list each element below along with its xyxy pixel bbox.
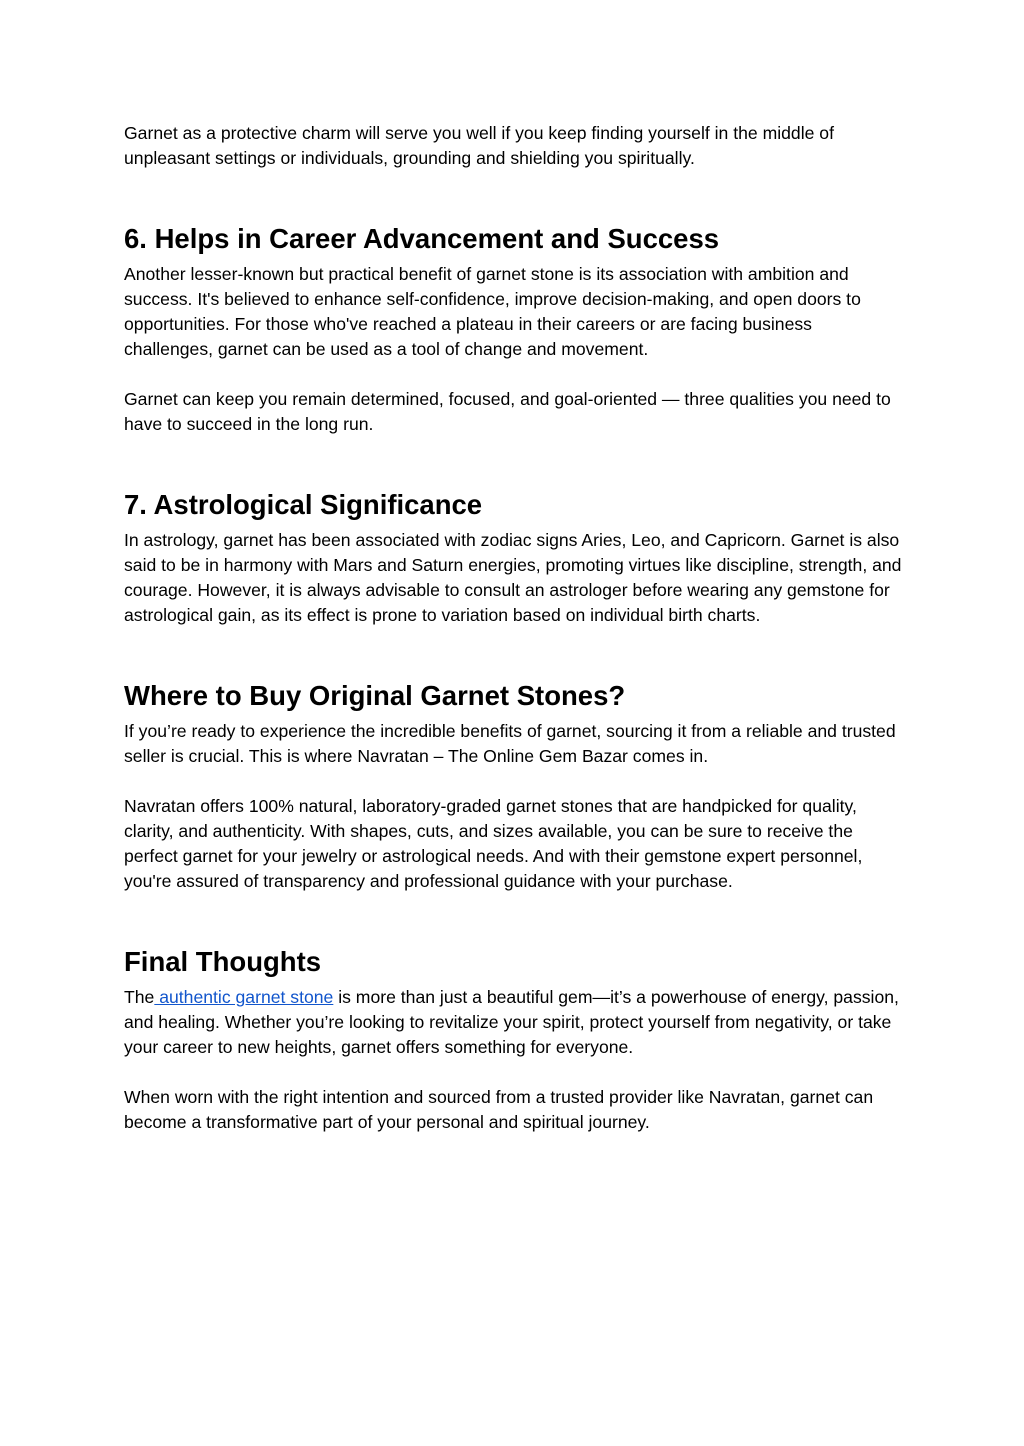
buy-paragraph-1: If you’re ready to experience the incredible benefits of garnet, sourcing it from a reliable and trusted seller is crucial. This is where Navratan – The Online Gem Bazar comes in. bbox=[124, 721, 896, 766]
career-paragraph-1: Another lesser-known but practical benefit of garnet stone is its association with ambition and success. It's believed to enhance self-confidence, improve decision-making, and open doors to opportunities. For those who've reached a plateau in their careers or are facing business challenges, garnet can be used as a tool of change and movement. bbox=[124, 264, 861, 359]
final-paragraph-2: When worn with the right intention and sourced from a trusted provider like Navratan, garnet can become a transformative part of your personal and spiritual journey. bbox=[124, 1087, 874, 1132]
section-spacer bbox=[124, 894, 904, 945]
career-paragraph-2: Garnet can keep you remain determined, focused, and goal-oriented — three qualities you need to have to succeed in the long run. bbox=[124, 389, 891, 434]
final-heading: Final Thoughts bbox=[124, 946, 322, 977]
astrology-heading: 7. Astrological Significance bbox=[124, 489, 483, 520]
buy-heading: Where to Buy Original Garnet Stones? bbox=[124, 680, 626, 711]
final-paragraph-1-prefix: The bbox=[124, 987, 155, 1007]
authentic-garnet-stone-link[interactable]: authentic garnet stone bbox=[154, 987, 334, 1007]
final-paragraph-1 bbox=[124, 985, 904, 1060]
career-heading: 6. Helps in Career Advancement and Success bbox=[124, 223, 720, 254]
document-page bbox=[124, 121, 904, 1135]
final-paragraph-1-suffix: is more than just a beautiful gem—it’s a powerhouse of energy, passion, and healing. Whether you’re looking to revitalize your spirit, protect yourself from negativity, or take your career to new heights, garnet offers something for everyone. bbox=[124, 987, 899, 1057]
astrology-paragraph: In astrology, garnet has been associated with zodiac signs Aries, Leo, and Capricorn. Garnet is also said to be in harmony with Mars and Saturn energies, promoting virtues like discipline, strength, and courage. However, it is always advisable to consult an astrologer before wearing any gemstone for astrological gain, as its effect is prone to variation based on individual birth charts. bbox=[124, 530, 902, 625]
buy-paragraph-2: Navratan offers 100% natural, laboratory-graded garnet stones that are handpicked for quality, clarity, and authenticity. With shapes, cuts, and sizes available, you can be sure to receive the perfect garnet for your jewelry or astrological needs. And with their gemstone expert personnel, you're assured of transparency and professional guidance with your purchase. bbox=[124, 796, 863, 891]
section-spacer bbox=[124, 437, 904, 488]
intro-paragraph: Garnet as a protective charm will serve you well if you keep finding yourself in the middle of unpleasant settings or individuals, grounding and shielding you spiritually. bbox=[124, 123, 834, 168]
section-spacer bbox=[124, 628, 904, 679]
section-spacer bbox=[124, 171, 904, 222]
